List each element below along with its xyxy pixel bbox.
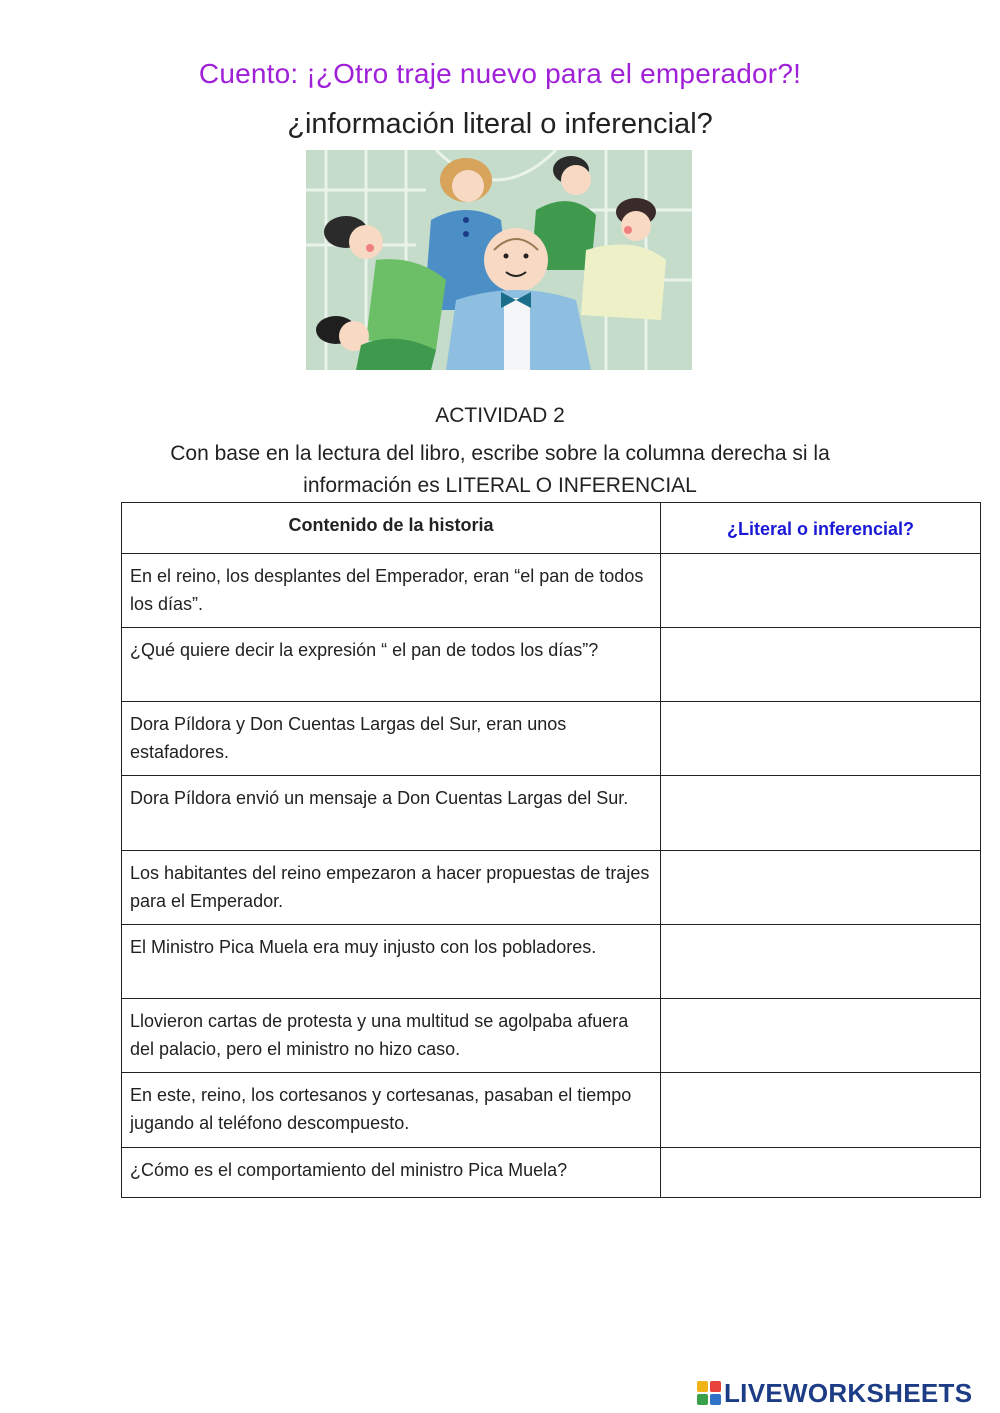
answer-cell[interactable] — [661, 925, 981, 999]
answer-cell[interactable] — [661, 776, 981, 851]
story-title: Cuento: ¡¿Otro traje nuevo para el emperador?! — [198, 58, 802, 89]
activity-heading: ACTIVIDAD 2 — [435, 404, 565, 427]
table-row — [122, 1148, 981, 1198]
story-statement: En este, reino, los cortesanos y cortesanas, pasaban el tiempo jugando al teléfono descompuesto. — [122, 1073, 661, 1148]
answer-cell[interactable] — [661, 554, 981, 628]
answer-cell[interactable] — [661, 851, 981, 925]
liveworksheets-brand: LIVEWORKSHEETS — [724, 1377, 973, 1408]
activity-instructions — [120, 438, 880, 502]
table-header-row — [122, 503, 981, 554]
worksheet-subtitle: ¿información literal o inferencial? — [287, 108, 713, 140]
liveworksheets-footer — [697, 1378, 972, 1408]
answer-cell[interactable] — [661, 628, 981, 702]
table-row — [122, 999, 981, 1073]
story-statement: El Ministro Pica Muela era muy injusto con los pobladores. — [122, 925, 661, 999]
column-header-answer: ¿Literal o inferencial? — [661, 503, 981, 554]
table-row — [122, 776, 981, 851]
story-statement: Llovieron cartas de protesta y una multitud se agolpaba afuera del palacio, pero el ministro no hizo caso. — [122, 999, 661, 1073]
table-row — [122, 554, 981, 628]
instruction-line: Con base en la lectura del libro, escribe sobre la columna derecha si la — [170, 442, 830, 465]
table-row — [122, 851, 981, 925]
column-header-content: Contenido de la historia — [122, 503, 661, 554]
table-row — [122, 925, 981, 999]
instruction-line: información es LITERAL O INFERENCIAL — [303, 474, 697, 497]
literal-inferential-table — [121, 502, 981, 1198]
answer-cell[interactable] — [661, 1148, 981, 1198]
table-row — [122, 628, 981, 702]
story-statement: ¿Cómo es el comportamiento del ministro Pica Muela? — [122, 1148, 661, 1198]
answer-cell[interactable] — [661, 999, 981, 1073]
table-row — [122, 702, 981, 776]
story-statement: Dora Píldora y Don Cuentas Largas del Sur, eran unos estafadores. — [122, 702, 661, 776]
answer-cell[interactable] — [661, 1073, 981, 1148]
story-statement: En el reino, los desplantes del Emperador, eran “el pan de todos los días”. — [122, 554, 661, 628]
story-statement: Los habitantes del reino empezaron a hacer propuestas de trajes para el Emperador. — [122, 851, 661, 925]
table-row — [122, 1073, 981, 1148]
story-illustration — [306, 150, 692, 370]
story-statement: Dora Píldora envió un mensaje a Don Cuentas Largas del Sur. — [122, 776, 661, 851]
answer-cell[interactable] — [661, 702, 981, 776]
story-statement: ¿Qué quiere decir la expresión “ el pan de todos los días”? — [122, 628, 661, 702]
liveworksheets-logo-icon — [697, 1381, 721, 1405]
